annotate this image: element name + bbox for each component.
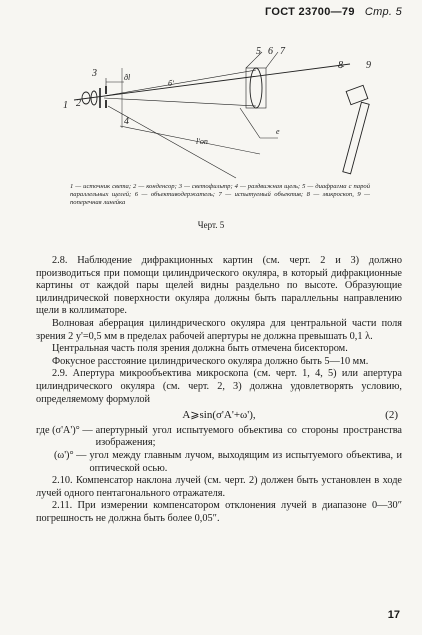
label-6: 6	[268, 46, 273, 57]
ruler-icon	[343, 102, 369, 174]
formula-number: (2)	[385, 409, 398, 422]
paragraph-wave-aberration: Волновая аберрация цилиндрического окуляра для центральной части поля зрения 2 y'=0,5 мм в пределах рабочей апертуры не должна превышать 0,1 λ.	[36, 317, 402, 342]
label-lon: l'оп	[196, 137, 208, 146]
paragraph-center-field: Центральная часть поля зрения должна быть отмечена бисектором.	[52, 343, 348, 355]
label-4: 4	[124, 116, 129, 127]
label-1: 1	[63, 100, 68, 111]
paragraph-2-8: 2.8. Наблюдение дифракционных картин (см. черт. 2 и 3) должно производиться при помощи цилиндрического окуляра, в который дифракционные картины от каждой пары щелей видны раздельно по высоте. Образующие цилиндрической поверхности окуляра должны быть параллельны направлению щели в коллиматоре.	[36, 255, 402, 317]
page-header	[265, 6, 402, 18]
formula-expression: A⩾sin(σ'A'+ω'),	[182, 409, 256, 422]
label-dl: ðl	[124, 73, 131, 82]
definition-symbol: (ω')° —	[54, 449, 87, 461]
label-3: 3	[92, 68, 97, 79]
paragraph-2-10: 2.10. Компенсатор наклона лучей (см. черт. 2) должен быть установлен в ходе лучей одного пентагонального отражателя.	[36, 475, 402, 499]
label-8: 8	[338, 60, 343, 71]
lens-icon	[250, 68, 262, 108]
standard-code: ГОСТ 23700—79	[264, 6, 355, 18]
definition-angle	[36, 450, 402, 475]
optical-scheme-figure	[0, 28, 422, 188]
label-7: 7	[280, 46, 285, 57]
paragraph-2-11: 2.11. При измерении компенсатором отклонения лучей в диапазоне 0—30″ погрешность не должна быть более 0,05″.	[36, 500, 402, 524]
definition-text: угол между главным лучом, выходящим из испытуемого объектива, и оптической осью.	[89, 449, 402, 474]
definition-text: апертурный угол испытуемого объектива со стороны пространства изображения;	[95, 424, 402, 449]
label-2: 2	[76, 98, 81, 109]
document-body	[36, 255, 402, 525]
page-label: Стр. 5	[364, 6, 402, 18]
label-9: 9	[366, 60, 371, 71]
paragraph-focal-length: Фокусное расстояние цилиндрического окуляра должно быть 5—10 мм.	[52, 355, 369, 367]
formula	[36, 409, 402, 422]
definition-symbol: где (σ'A')° —	[36, 424, 93, 436]
microscope-icon	[346, 85, 368, 104]
lens-holder-icon	[246, 68, 266, 108]
label-5: 5	[256, 46, 261, 57]
label-e: e	[276, 127, 280, 136]
paragraph-2-9: 2.9. Апертура микрообъектива микроскопа (см. черт. 1, 4, 5) или апертура цилиндрического окуляра (см. черт. 2, 3) должна удовлетворять условию, определяемому формулой	[36, 368, 402, 405]
page-number: 17	[387, 609, 400, 621]
figure-title: Черт. 5	[197, 220, 225, 230]
definition-aperture	[36, 425, 402, 450]
figure-caption: 1 — источник света; 2 — конденсор; 3 — светофильтр; 4 — раздвижная щель; 5 — диафрагма с парой параллельных щелей; 6 — объективодержатель; 7 — испытуемый объектив; 8 — микроскоп, 9 — поперечная линейка	[70, 183, 370, 206]
label-g: б'	[168, 79, 174, 88]
